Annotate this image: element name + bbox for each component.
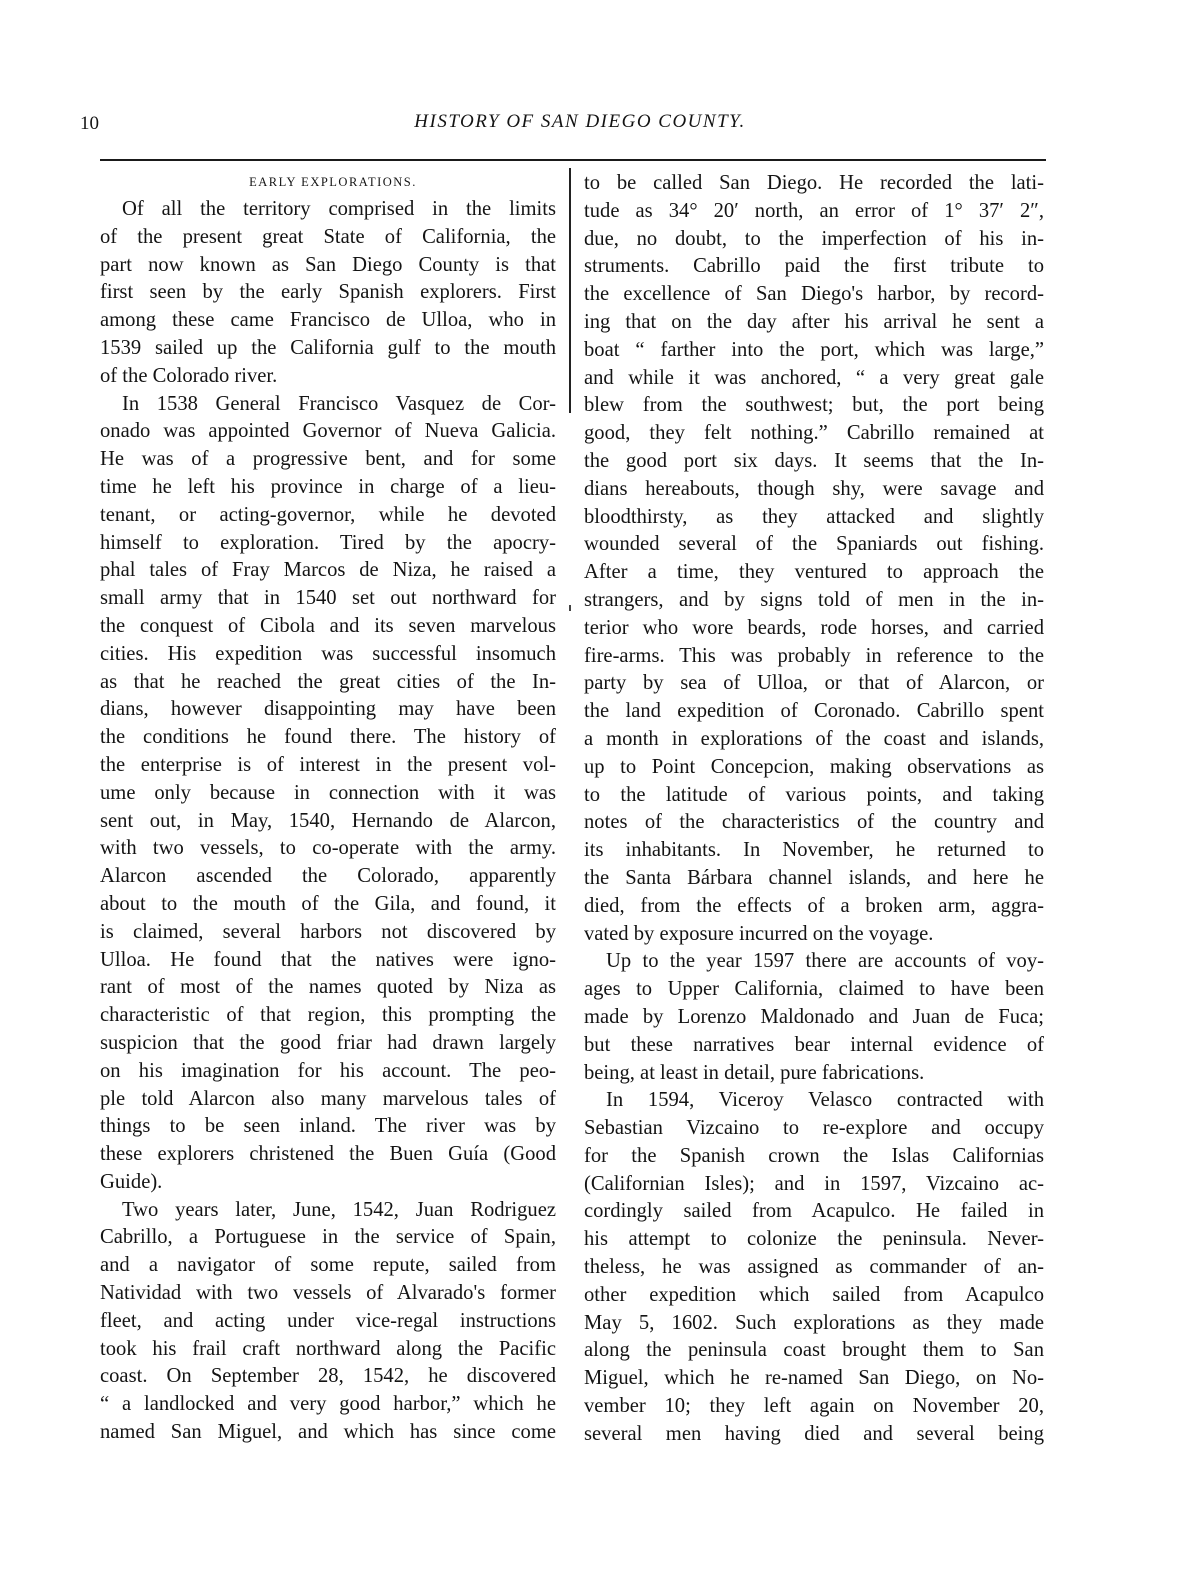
text-line: died, from the effects of a broken arm, aggra- — [584, 894, 1044, 917]
text-line: for the Spanish crown the Islas Californias — [584, 1144, 1044, 1167]
text-line: due, no doubt, to the imperfection of his in- — [584, 227, 1044, 250]
text-line: strangers, and by signs told of men in the in- — [584, 588, 1044, 611]
column-divider — [569, 168, 571, 413]
text-line: made by Lorenzo Maldonado and Juan de Fuca; — [584, 1005, 1044, 1028]
text-line: being, at least in detail, pure fabrications. — [584, 1061, 925, 1084]
text-line: bloodthirsty, as they attacked and slightly — [584, 505, 1044, 528]
text-line: notes of the characteristics of the country and — [584, 811, 1044, 834]
text-line: its inhabitants. In November, he returned to — [584, 839, 1044, 862]
text-line: to be called San Diego. He recorded the lati- — [584, 172, 1044, 194]
text-line: about to the mouth of the Gila, and found, it — [100, 892, 556, 915]
text-line: cities. His expedition was successful insomuch — [100, 642, 556, 665]
text-line: Natividad with two vessels of Alvarado's former — [100, 1282, 556, 1305]
right-column-text — [584, 170, 1044, 1449]
text-line: himself to exploration. Tired by the apocry- — [100, 531, 556, 554]
left-column — [100, 170, 556, 1447]
text-line: onado was appointed Governor of Nueva Galicia. — [100, 420, 556, 443]
text-line: along the peninsula coast brought them to San — [584, 1339, 1044, 1362]
text-line: part now known as San Diego County is that — [100, 253, 556, 276]
text-line: terior who wore beards, rode horses, and carried — [584, 616, 1044, 639]
text-line: of the present great State of California, the — [100, 225, 556, 248]
text-line: fire-arms. This was probably in reference to the — [584, 644, 1044, 667]
text-line: things to be seen inland. The river was by — [100, 1115, 556, 1138]
text-line: boat “ farther into the port, which was large,” — [584, 338, 1044, 361]
text-line: In 1538 General Francisco Vasquez de Cor- — [122, 392, 556, 415]
text-line: with two vessels, to co-operate with the army. — [100, 837, 556, 860]
text-line: Sebastian Vizcaino to re-explore and occupy — [584, 1117, 1044, 1140]
text-line: wounded several of the Spaniards out fishing. — [584, 533, 1044, 556]
text-line: rant of most of the names quoted by Niza as — [100, 976, 556, 999]
text-line: time he left his province in charge of a lieu- — [100, 475, 556, 498]
text-line: the excellence of San Diego's harbor, by record- — [584, 283, 1044, 306]
page-number: 10 — [80, 113, 99, 134]
text-line: vated by exposure incurred on the voyage. — [584, 922, 934, 945]
text-line: the conditions he found there. The history of — [100, 726, 556, 749]
text-line: small army that in 1540 set out northward for — [100, 587, 556, 610]
text-line: of the Colorado river. — [100, 364, 278, 387]
text-line: Up to the year 1597 there are accounts of voy- — [606, 950, 1044, 973]
text-line: “ a landlocked and very good harbor,” which he — [100, 1393, 556, 1416]
text-line: 1539 sailed up the California gulf to the mouth — [100, 336, 556, 359]
text-line: Alarcon ascended the Colorado, apparently — [100, 865, 556, 888]
text-line: fleet, and acting under vice-regal instructions — [100, 1309, 556, 1332]
text-line: tenant, or acting-governor, while he devoted — [100, 503, 556, 526]
text-line: the good port six days. It seems that the In- — [584, 449, 1044, 472]
text-line: blew from the southwest; but, the port being — [584, 394, 1044, 417]
header-rule — [100, 159, 1046, 161]
text-line: phal tales of Fray Marcos de Niza, he raised a — [100, 559, 556, 582]
text-line: as that he reached the great cities of the In- — [100, 670, 556, 693]
text-line: a month in explorations of the coast and islands, — [584, 727, 1044, 750]
text-line: the land expedition of Coronado. Cabrillo spent — [584, 700, 1044, 723]
text-line: on his imagination for his account. The peo- — [100, 1059, 556, 1082]
text-line: first seen by the early Spanish explorers. First — [100, 281, 556, 304]
text-line: party by sea of Ulloa, or that of Alarcon, or — [584, 672, 1044, 695]
text-line: and a navigator of some repute, sailed from — [100, 1254, 556, 1277]
text-line: suspicion that the good friar had drawn largely — [100, 1031, 556, 1054]
text-line: cordingly sailed from Acapulco. He failed in — [584, 1200, 1044, 1223]
section-heading: EARLY EXPLORATIONS. — [249, 175, 417, 189]
text-line: these explorers christened the Buen Guía (Good — [100, 1143, 556, 1166]
text-line: May 5, 1602. Such explorations as they made — [584, 1311, 1044, 1334]
text-line: ing that on the day after his arrival he sent a — [584, 310, 1044, 333]
text-line: and while it was anchored, “ a very great gale — [584, 366, 1044, 389]
text-line: theless, he was assigned as commander of an- — [584, 1256, 1044, 1279]
right-column — [584, 170, 1044, 1449]
text-line: the conquest of Cibola and its seven marvelous — [100, 614, 556, 637]
text-line: Guide). — [100, 1170, 163, 1193]
text-line: In 1594, Viceroy Velasco contracted with — [606, 1089, 1044, 1112]
left-column-text — [100, 196, 556, 1447]
text-line: several men having died and several being — [584, 1422, 1044, 1445]
text-line: (Californian Isles); and in 1597, Vizcaino ac- — [584, 1172, 1044, 1195]
text-line: struments. Cabrillo paid the first tribute to — [584, 255, 1044, 278]
text-line: Ulloa. He found that the natives were igno- — [100, 948, 556, 971]
text-line: Two years later, June, 1542, Juan Rodriguez — [122, 1198, 556, 1221]
column-divider-mark — [569, 605, 571, 611]
text-line: up to Point Concepcion, making observations as — [584, 755, 1044, 778]
text-line: Cabrillo, a Portuguese in the service of Spain, — [100, 1226, 556, 1249]
text-line: among these came Francisco de Ulloa, who in — [100, 309, 556, 332]
text-line: ume only because in connection with it was — [100, 781, 556, 804]
text-line: characteristic of that region, this prompting the — [100, 1004, 556, 1027]
text-line: Of all the territory comprised in the limits — [122, 198, 556, 220]
text-line: to the latitude of various points, and taking — [584, 783, 1044, 806]
text-line: the enterprise is of interest in the present vol- — [100, 753, 556, 776]
running-title: HISTORY OF SAN DIEGO COUNTY. — [414, 111, 746, 132]
text-line: coast. On September 28, 1542, he discovered — [100, 1365, 556, 1388]
text-line: vember 10; they left again on November 20, — [584, 1395, 1044, 1418]
text-line: is claimed, several harbors not discovered by — [100, 920, 556, 943]
text-line: dians, however disappointing may have been — [100, 698, 556, 721]
text-line: but these narratives bear internal evidence of — [584, 1033, 1044, 1056]
text-line: He was of a progressive bent, and for some — [100, 448, 556, 471]
text-line: sent out, in May, 1540, Hernando de Alarcon, — [100, 809, 556, 832]
text-line: other expedition which sailed from Acapulco — [584, 1283, 1044, 1306]
text-line: took his frail craft northward along the Pacific — [100, 1337, 556, 1360]
text-line: his attempt to colonize the peninsula. Never- — [584, 1228, 1044, 1251]
text-line: After a time, they ventured to approach the — [584, 561, 1044, 584]
text-line: the Santa Bárbara channel islands, and here he — [584, 866, 1044, 889]
text-line: ages to Upper California, claimed to have been — [584, 978, 1044, 1001]
text-line: dians hereabouts, though shy, were savage and — [584, 477, 1044, 500]
text-line: ple told Alarcon also many marvelous tales of — [100, 1087, 556, 1110]
text-line: named San Miguel, and which has since come — [100, 1421, 556, 1444]
text-line: good, they felt nothing.” Cabrillo remained at — [584, 422, 1044, 445]
text-line: Miguel, which he re-named San Diego, on No- — [584, 1367, 1044, 1390]
text-line: tude as 34° 20′ north, an error of 1° 37′ 2″, — [584, 199, 1044, 222]
